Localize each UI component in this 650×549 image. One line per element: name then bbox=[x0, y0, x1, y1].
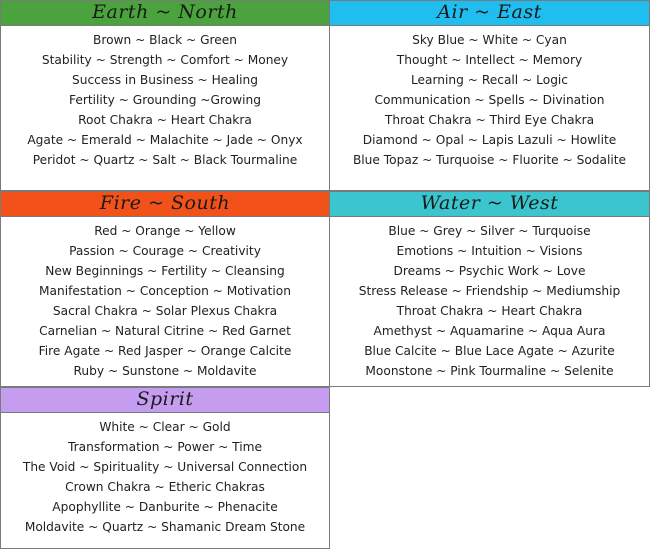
air-line: Thought ~ Intellect ~ Memory bbox=[396, 53, 583, 67]
fire-line: Fire Agate ~ Red Jasper ~ Orange Calcite bbox=[38, 344, 292, 358]
spirit-line: The Void ~ Spirituality ~ Universal Connection bbox=[22, 460, 308, 474]
earth-line: Agate ~ Emerald ~ Malachite ~ Jade ~ Onyx bbox=[27, 133, 303, 147]
earth-lines bbox=[1, 26, 329, 170]
air-line: Diamond ~ Opal ~ Lapis Lazuli ~ Howlite bbox=[362, 133, 617, 147]
water-line: Blue ~ Grey ~ Silver ~ Turquoise bbox=[388, 224, 591, 238]
earth-line: Success in Business ~ Healing bbox=[72, 73, 258, 87]
earth-line: Root Chakra ~ Heart Chakra bbox=[78, 113, 252, 127]
earth-line: Peridot ~ Quartz ~ Salt ~ Black Tourmaline bbox=[32, 153, 298, 167]
fire-line: Carnelian ~ Natural Citrine ~ Red Garnet bbox=[39, 324, 291, 338]
air-line: Throat Chakra ~ Third Eye Chakra bbox=[384, 113, 595, 127]
water-header: Water ~ West bbox=[330, 192, 649, 217]
fire-line: Passion ~ Courage ~ Creativity bbox=[69, 244, 261, 258]
spirit-line: Apophyllite ~ Danburite ~ Phenacite bbox=[52, 500, 278, 514]
water-section bbox=[329, 191, 650, 387]
spirit-header: Spirit bbox=[1, 388, 329, 413]
air-line: Blue Topaz ~ Turquoise ~ Fluorite ~ Sodalite bbox=[352, 153, 627, 167]
earth-line: Fertility ~ Grounding ~Growing bbox=[69, 93, 261, 107]
spirit-lines bbox=[1, 413, 329, 537]
fire-line: Manifestation ~ Conception ~ Motivation bbox=[39, 284, 291, 298]
spirit-section bbox=[0, 387, 330, 549]
water-line: Dreams ~ Psychic Work ~ Love bbox=[393, 264, 586, 278]
air-section bbox=[329, 0, 650, 191]
fire-lines bbox=[1, 217, 329, 381]
fire-line: New Beginnings ~ Fertility ~ Cleansing bbox=[45, 264, 285, 278]
water-line: Throat Chakra ~ Heart Chakra bbox=[396, 304, 583, 318]
earth-line: Stability ~ Strength ~ Comfort ~ Money bbox=[41, 53, 289, 67]
fire-line: Sacral Chakra ~ Solar Plexus Chakra bbox=[52, 304, 278, 318]
air-line: Sky Blue ~ White ~ Cyan bbox=[412, 33, 567, 47]
earth-header: Earth ~ North bbox=[1, 1, 329, 26]
water-lines bbox=[330, 217, 649, 381]
fire-section bbox=[0, 191, 330, 387]
water-line: Moonstone ~ Pink Tourmaline ~ Selenite bbox=[365, 364, 614, 378]
earth-line: Brown ~ Black ~ Green bbox=[92, 33, 238, 47]
air-lines bbox=[330, 26, 649, 170]
earth-section bbox=[0, 0, 330, 191]
spirit-line: Crown Chakra ~ Etheric Chakras bbox=[65, 480, 265, 494]
spirit-line: Moldavite ~ Quartz ~ Shamanic Dream Stone bbox=[24, 520, 306, 534]
water-line: Blue Calcite ~ Blue Lace Agate ~ Azurite bbox=[364, 344, 615, 358]
water-line: Emotions ~ Intuition ~ Visions bbox=[396, 244, 583, 258]
air-line: Communication ~ Spells ~ Divination bbox=[374, 93, 605, 107]
spirit-line: Transformation ~ Power ~ Time bbox=[67, 440, 263, 454]
fire-header: Fire ~ South bbox=[1, 192, 329, 217]
fire-line: Ruby ~ Sunstone ~ Moldavite bbox=[73, 364, 257, 378]
water-line: Stress Release ~ Friendship ~ Mediumship bbox=[358, 284, 621, 298]
fire-line: Red ~ Orange ~ Yellow bbox=[94, 224, 236, 238]
water-line: Amethyst ~ Aquamarine ~ Aqua Aura bbox=[373, 324, 606, 338]
air-line: Learning ~ Recall ~ Logic bbox=[410, 73, 569, 87]
air-header: Air ~ East bbox=[330, 1, 649, 26]
spirit-line: White ~ Clear ~ Gold bbox=[99, 420, 231, 434]
